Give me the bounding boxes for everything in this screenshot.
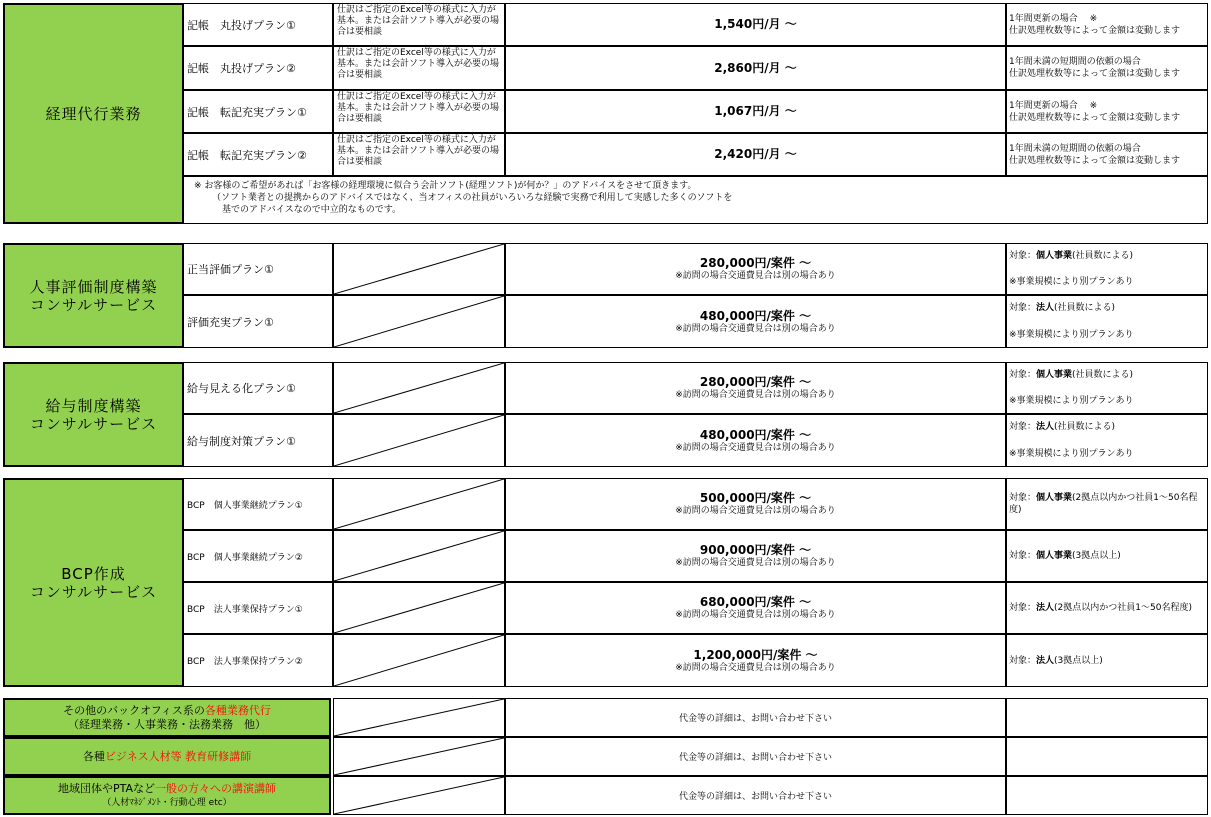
empty-cell [333,362,505,414]
price-note: ※訪問の場合交通費見合は別の場合あり [675,271,836,281]
table-row [3,414,1208,467]
table-row [3,46,1208,90]
table-row [3,243,1208,295]
remark-line: ※事業規模により別プランあり [1009,330,1134,340]
price-note: ※訪問の場合交通費見合は別の場合あり [675,442,836,453]
category-label: コンサルサービス [29,414,158,433]
category-label: BCP作成 [61,564,126,583]
table-row [3,133,1208,176]
empty-cell [333,776,505,815]
target-line: 対象：個人事業(社員数による) [1009,251,1134,261]
remark-line: 1年間更新の場合 ※ [1009,100,1098,111]
remark-line: ※事業規模により別プランあり [1009,277,1134,287]
contact-note: 代金等の詳細は、お問い合わせ下さい [678,714,832,724]
price-cell [505,46,1006,90]
remark-cell [1006,478,1208,530]
target-line: 対象：個人事業(3拠点以上) [1009,551,1121,561]
plan-name: 給与制度対策プラン① [183,414,333,467]
empty-cell [333,698,505,737]
price-cell [505,530,1006,582]
remark-cell [1006,414,1208,467]
remark-cell [1006,582,1208,634]
empty-cell [333,634,505,687]
plan-note: 仕訳はご指定のExcel等の様式に入力が基本。または会計ソフト導入が必要の場合は要相談 [333,46,505,90]
section-bcp [3,478,1208,687]
plan-name: 評価充実プラン① [183,295,333,348]
price: 680,000円/案件 ～ [699,595,812,609]
section-kyuyo [3,362,1208,467]
remark-cell [1006,737,1208,776]
remark-cell [1006,46,1208,90]
remark-cell [1006,362,1208,414]
target-line: 対象：法人(社員数による) [1009,303,1116,313]
remark-cell [1006,698,1208,737]
price-note: ※訪問の場合交通費見合は別の場合あり [675,558,836,568]
empty-cell [333,243,505,295]
price: 500,000円/案件 ～ [699,491,812,505]
price-note: ※訪問の場合交通費見合は別の場合あり [675,610,836,620]
plan-name: 記帳 丸投げプラン② [183,46,333,90]
price-cell [505,414,1006,467]
plan-name: 記帳 転記充実プラン② [183,133,333,176]
table-row [3,362,1208,414]
price-note: ※訪問の場合交通費見合は別の場合あり [675,323,836,334]
footnote-line: （ソフト業者との提携からのアドバイスではなく、当オフィスの社員がいろいろな経験で実務で利用して実感した多くのソフトを [212,193,733,203]
remark-cell [1006,295,1208,348]
plan-name: BCP 法人事業保持プラン① [183,582,333,634]
footnote [183,176,1208,224]
plan-name: BCP 法人事業保持プラン② [183,634,333,687]
price-cell [505,478,1006,530]
target-line: 対象：個人事業(社員数による) [1009,370,1134,380]
table-row [3,3,1208,46]
empty-cell [333,530,505,582]
plan-note: 仕訳はご指定のExcel等の様式に入力が基本。または会計ソフト導入が必要の場合は要相談 [333,90,505,133]
price-cell [505,133,1006,176]
remark-cell [1006,776,1208,815]
section-jinji [3,243,1208,348]
price-cell [505,3,1006,46]
service-label: その他のバックオフィス系の各種業務代行 （経理業務・人事業務・法務業務 他） [3,698,331,737]
price-cell [505,776,1006,815]
target-line: 対象：法人(2拠点以内かつ社員1～50名程度) [1009,603,1192,613]
service-label: 各種ビジネス人材等 教育研修講師 [3,737,331,776]
price-cell [505,582,1006,634]
plan-note: 仕訳はご指定のExcel等の様式に入力が基本。または会計ソフト導入が必要の場合は要相談 [333,3,505,46]
section-keiri [3,3,1208,224]
price: 480,000円/案件 ～ [699,308,812,323]
remark-cell [1006,133,1208,176]
price-cell [505,362,1006,414]
category-label: 人事評価制度構築 [29,277,158,296]
footnote-line: ※ お客様のご希望があれば「お客様の経理環境に似合う会計ソフト(経理ソフト)が何か？」のアドバイスをさせて頂きます。 [194,181,697,191]
contact-note: 代金等の詳細は、お問い合わせ下さい [678,792,832,802]
price-cell [505,90,1006,133]
category-label: 経理代行業務 [45,104,142,123]
remark-cell [1006,90,1208,133]
plan-name: 記帳 転記充実プラン① [183,90,333,133]
remark-line: 1年間更新の場合 ※ [1009,13,1098,24]
price: 1,067円/月 ～ [714,104,797,118]
price: 1,540円/月 ～ [714,17,797,31]
remark-line: 仕訳処理枚数等によって金額は変動します [1009,69,1181,79]
table-row [3,530,1208,582]
remark-cell [1006,634,1208,687]
plan-name: BCP 個人事業継続プラン① [183,478,333,530]
remark-line: ※事業規模により別プランあり [1009,449,1134,459]
remark-cell [1006,3,1208,46]
category-label: コンサルサービス [29,295,158,314]
target-line: 対象：法人(社員数による) [1009,422,1116,432]
price: 280,000円/案件 ～ [699,256,812,270]
table-row [3,737,1208,776]
price-note: ※訪問の場合交通費見合は別の場合あり [675,390,836,400]
price: 900,000円/案件 ～ [699,543,812,557]
footnote-line: 基でのアドバイスなので中立的なものです。 [222,205,402,215]
price-note: ※訪問の場合交通費見合は別の場合あり [675,506,836,516]
price-cell [505,698,1006,737]
plan-name: 正当評価プラン① [183,243,333,295]
target-line: 対象：個人事業(2拠点以内かつ社員1～50名程度) [1009,493,1198,515]
target-line: 対象：法人(3拠点以上) [1009,655,1103,666]
remark-line: ※事業規模により別プランあり [1009,396,1134,406]
price-cell [505,243,1006,295]
price-note: ※訪問の場合交通費見合は別の場合あり [675,662,836,673]
remark-line: 1年間未満の短期間の依頼の場合 [1009,143,1141,154]
plan-name: 記帳 丸投げプラン① [183,3,333,46]
price: 480,000円/案件 ～ [699,427,812,442]
table-row [3,634,1208,687]
category-label: 給与制度構築 [45,396,142,415]
table-row [3,698,1208,737]
remark-line: 仕訳処理枚数等によって金額は変動します [1009,155,1181,166]
service-label: 地域団体やPTAなど一般の方々への講演講師 （人材ﾏﾈｼﾞﾒﾝﾄ・行動心理 etc） [3,776,331,815]
price-cell [505,295,1006,348]
remark-line: 仕訳処理枚数等によって金額は変動します [1009,25,1181,36]
remark-line: 仕訳処理枚数等によって金額は変動します [1009,112,1181,123]
empty-cell [333,414,505,467]
plan-note: 仕訳はご指定のExcel等の様式に入力が基本。または会計ソフト導入が必要の場合は要相談 [333,133,505,176]
empty-cell [333,582,505,634]
remark-line: 1年間未満の短期間の依頼の場合 [1009,57,1141,67]
table-row [3,478,1208,530]
empty-cell [333,737,505,776]
price: 280,000円/案件 ～ [699,375,812,389]
table-row [3,582,1208,634]
empty-cell [333,478,505,530]
plan-name: BCP 個人事業継続プラン② [183,530,333,582]
table-row [3,776,1208,815]
empty-cell [333,295,505,348]
price-cell [505,634,1006,687]
remark-cell [1006,243,1208,295]
table-row [3,90,1208,133]
table-row [3,295,1208,348]
price: 1,200,000円/案件 ～ [693,647,818,662]
price: 2,860円/月 ～ [714,60,797,75]
price: 2,420円/月 ～ [714,147,797,161]
remark-cell [1006,530,1208,582]
contact-note: 代金等の詳細は、お問い合わせ下さい [678,753,832,763]
price-cell [505,737,1006,776]
section-other [3,698,1208,815]
plan-name: 給与見える化プラン① [183,362,333,414]
category-label: コンサルサービス [29,582,158,601]
